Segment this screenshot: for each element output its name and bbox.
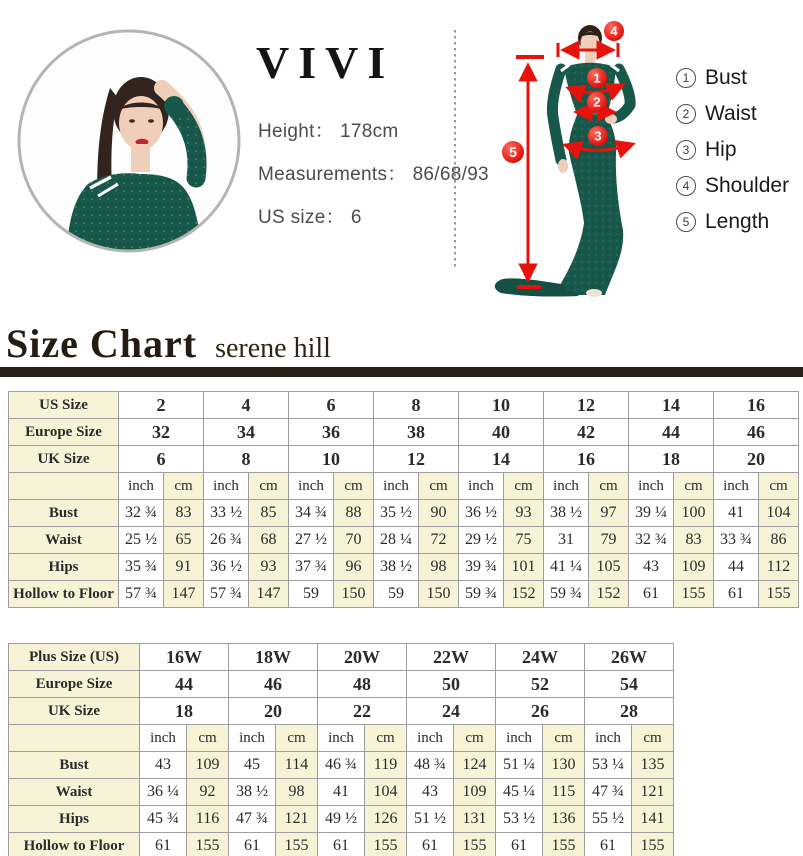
cm-value-cell: 97 bbox=[589, 500, 629, 527]
inch-value-cell: 59 ¾ bbox=[544, 581, 589, 608]
measure-row bbox=[9, 581, 799, 608]
circled-number-icon: 3 bbox=[676, 140, 696, 160]
cm-value-cell: 68 bbox=[249, 527, 289, 554]
size-cell: 4 bbox=[204, 392, 289, 419]
unit-cm-cell: cm bbox=[164, 473, 204, 500]
inch-value-cell: 43 bbox=[140, 752, 187, 779]
measure-row bbox=[9, 752, 674, 779]
cm-value-cell: 114 bbox=[276, 752, 318, 779]
cm-value-cell: 65 bbox=[164, 527, 204, 554]
size-cell: 22 bbox=[318, 698, 407, 725]
measure-row bbox=[9, 806, 674, 833]
cm-value-cell: 90 bbox=[419, 500, 459, 527]
row-label: Bust bbox=[9, 752, 140, 779]
inch-value-cell: 32 ¾ bbox=[119, 500, 164, 527]
us-size-value: 6 bbox=[350, 207, 362, 228]
inch-value-cell: 33 ¾ bbox=[714, 527, 759, 554]
height-label: Height： bbox=[258, 121, 335, 142]
callout-4: 4 bbox=[610, 23, 618, 39]
legend-label: Shoulder bbox=[705, 174, 790, 197]
cm-value-cell: 83 bbox=[164, 500, 204, 527]
inch-value-cell: 41 bbox=[714, 500, 759, 527]
cm-value-cell: 150 bbox=[419, 581, 459, 608]
size-cell: 14 bbox=[459, 446, 544, 473]
cm-value-cell: 131 bbox=[454, 806, 496, 833]
cm-value-cell: 96 bbox=[334, 554, 374, 581]
unit-inch-cell: inch bbox=[229, 725, 276, 752]
size-cell: 24 bbox=[407, 698, 496, 725]
cm-value-cell: 109 bbox=[674, 554, 714, 581]
size-cell: 32 bbox=[119, 419, 204, 446]
measure-row bbox=[9, 833, 674, 856]
circled-number-icon: 2 bbox=[676, 104, 696, 124]
unit-row bbox=[9, 725, 674, 752]
measure-row bbox=[9, 554, 799, 581]
inch-value-cell: 38 ½ bbox=[544, 500, 589, 527]
size-row bbox=[9, 644, 674, 671]
brand-title: VIVI bbox=[256, 37, 395, 88]
size-table-plus bbox=[8, 643, 674, 856]
size-cell: 12 bbox=[374, 446, 459, 473]
circled-number-icon: 5 bbox=[676, 212, 696, 232]
row-label bbox=[9, 725, 140, 752]
inch-value-cell: 45 ¾ bbox=[140, 806, 187, 833]
cm-value-cell: 155 bbox=[674, 581, 714, 608]
unit-cm-cell: cm bbox=[674, 473, 714, 500]
inch-value-cell: 61 bbox=[496, 833, 543, 856]
cm-value-cell: 85 bbox=[249, 500, 289, 527]
size-cell: 40 bbox=[459, 419, 544, 446]
cm-value-cell: 100 bbox=[674, 500, 714, 527]
unit-cm-cell: cm bbox=[632, 725, 674, 752]
row-label: Hips bbox=[9, 554, 119, 581]
size-row bbox=[9, 671, 674, 698]
legend-item-shoulder bbox=[676, 174, 789, 198]
size-cell: 44 bbox=[140, 671, 229, 698]
size-row bbox=[9, 698, 674, 725]
cm-value-cell: 141 bbox=[632, 806, 674, 833]
cm-value-cell: 119 bbox=[365, 752, 407, 779]
row-label: Hips bbox=[9, 806, 140, 833]
callout-2: 2 bbox=[593, 94, 601, 110]
cm-value-cell: 155 bbox=[543, 833, 585, 856]
size-cell: 16W bbox=[140, 644, 229, 671]
cm-value-cell: 109 bbox=[454, 779, 496, 806]
inch-value-cell: 49 ½ bbox=[318, 806, 365, 833]
cm-value-cell: 98 bbox=[419, 554, 459, 581]
size-cell: 20 bbox=[229, 698, 318, 725]
inch-value-cell: 38 ½ bbox=[374, 554, 419, 581]
cm-value-cell: 155 bbox=[632, 833, 674, 856]
cm-value-cell: 152 bbox=[589, 581, 629, 608]
standard-sizes-table bbox=[8, 391, 799, 608]
cm-value-cell: 92 bbox=[187, 779, 229, 806]
unit-cm-cell: cm bbox=[276, 725, 318, 752]
inch-value-cell: 57 ¾ bbox=[119, 581, 164, 608]
inch-value-cell: 29 ½ bbox=[459, 527, 504, 554]
size-cell: 48 bbox=[318, 671, 407, 698]
inch-value-cell: 51 ½ bbox=[407, 806, 454, 833]
cm-value-cell: 98 bbox=[276, 779, 318, 806]
legend-item-hip bbox=[676, 138, 789, 162]
inch-value-cell: 36 ½ bbox=[204, 554, 249, 581]
row-label: Bust bbox=[9, 500, 119, 527]
unit-cm-cell: cm bbox=[543, 725, 585, 752]
cm-value-cell: 116 bbox=[187, 806, 229, 833]
cm-value-cell: 155 bbox=[187, 833, 229, 856]
size-cell: 22W bbox=[407, 644, 496, 671]
legend-label: Length bbox=[705, 210, 770, 233]
height-value: 178cm bbox=[340, 121, 399, 142]
inch-value-cell: 45 ¼ bbox=[496, 779, 543, 806]
size-cell: 44 bbox=[629, 419, 714, 446]
inch-value-cell: 39 ¼ bbox=[629, 500, 674, 527]
unit-cm-cell: cm bbox=[365, 725, 407, 752]
inch-value-cell: 36 ½ bbox=[459, 500, 504, 527]
inch-value-cell: 51 ¼ bbox=[496, 752, 543, 779]
unit-inch-cell: inch bbox=[318, 725, 365, 752]
cm-value-cell: 104 bbox=[365, 779, 407, 806]
measurements-label: Measurements： bbox=[258, 164, 407, 185]
unit-inch-cell: inch bbox=[714, 473, 759, 500]
unit-cm-cell: cm bbox=[504, 473, 544, 500]
size-cell: 54 bbox=[585, 671, 674, 698]
row-label: Plus Size (US) bbox=[9, 644, 140, 671]
inch-value-cell: 31 bbox=[544, 527, 589, 554]
size-cell: 8 bbox=[374, 392, 459, 419]
cm-value-cell: 93 bbox=[249, 554, 289, 581]
inch-value-cell: 39 ¾ bbox=[459, 554, 504, 581]
cm-value-cell: 130 bbox=[543, 752, 585, 779]
plus-sizes-table bbox=[8, 643, 674, 856]
heading-divider-bar bbox=[0, 367, 803, 377]
circled-number-icon: 4 bbox=[676, 176, 696, 196]
cm-value-cell: 86 bbox=[759, 527, 799, 554]
unit-cm-cell: cm bbox=[334, 473, 374, 500]
unit-row bbox=[9, 473, 799, 500]
size-cell: 8 bbox=[204, 446, 289, 473]
inch-value-cell: 38 ½ bbox=[229, 779, 276, 806]
size-cell: 20 bbox=[714, 446, 799, 473]
inch-value-cell: 35 ¾ bbox=[119, 554, 164, 581]
us-size-label: US size： bbox=[258, 207, 345, 228]
inch-value-cell: 26 ¾ bbox=[204, 527, 249, 554]
cm-value-cell: 115 bbox=[543, 779, 585, 806]
cm-value-cell: 91 bbox=[164, 554, 204, 581]
cm-value-cell: 135 bbox=[632, 752, 674, 779]
size-cell: 46 bbox=[229, 671, 318, 698]
size-cell: 46 bbox=[714, 419, 799, 446]
unit-inch-cell: inch bbox=[629, 473, 674, 500]
unit-cm-cell: cm bbox=[187, 725, 229, 752]
inch-value-cell: 59 ¾ bbox=[459, 581, 504, 608]
measure-row bbox=[9, 527, 799, 554]
cm-value-cell: 147 bbox=[164, 581, 204, 608]
cm-value-cell: 136 bbox=[543, 806, 585, 833]
unit-cm-cell: cm bbox=[419, 473, 459, 500]
row-label: Europe Size bbox=[9, 419, 119, 446]
cm-value-cell: 121 bbox=[276, 806, 318, 833]
size-cell: 16 bbox=[544, 446, 629, 473]
callout-5: 5 bbox=[509, 144, 517, 160]
measure-row bbox=[9, 500, 799, 527]
inch-value-cell: 47 ¾ bbox=[229, 806, 276, 833]
size-row bbox=[9, 392, 799, 419]
cm-value-cell: 109 bbox=[187, 752, 229, 779]
legend-item-length bbox=[676, 210, 789, 234]
size-cell: 6 bbox=[289, 392, 374, 419]
unit-inch-cell: inch bbox=[407, 725, 454, 752]
legend-label: Waist bbox=[705, 102, 757, 125]
model-portrait-photo bbox=[14, 26, 244, 256]
inch-value-cell: 43 bbox=[407, 779, 454, 806]
inch-value-cell: 61 bbox=[585, 833, 632, 856]
size-cell: 50 bbox=[407, 671, 496, 698]
size-cell: 26W bbox=[585, 644, 674, 671]
size-cell: 26 bbox=[496, 698, 585, 725]
inch-value-cell: 43 bbox=[629, 554, 674, 581]
cm-value-cell: 83 bbox=[674, 527, 714, 554]
inch-value-cell: 33 ½ bbox=[204, 500, 249, 527]
unit-inch-cell: inch bbox=[544, 473, 589, 500]
row-label: Hollow to Floor bbox=[9, 581, 119, 608]
inch-value-cell: 41 ¼ bbox=[544, 554, 589, 581]
size-table-standard bbox=[8, 391, 799, 608]
row-label: UK Size bbox=[9, 446, 119, 473]
inch-value-cell: 57 ¾ bbox=[204, 581, 249, 608]
size-cell: 6 bbox=[119, 446, 204, 473]
cm-value-cell: 121 bbox=[632, 779, 674, 806]
inch-value-cell: 45 bbox=[229, 752, 276, 779]
cm-value-cell: 75 bbox=[504, 527, 544, 554]
unit-inch-cell: inch bbox=[374, 473, 419, 500]
size-cell: 18 bbox=[140, 698, 229, 725]
cm-value-cell: 155 bbox=[454, 833, 496, 856]
unit-inch-cell: inch bbox=[140, 725, 187, 752]
size-row bbox=[9, 419, 799, 446]
inch-value-cell: 61 bbox=[318, 833, 365, 856]
size-cell: 16 bbox=[714, 392, 799, 419]
inch-value-cell: 25 ½ bbox=[119, 527, 164, 554]
size-cell: 24W bbox=[496, 644, 585, 671]
size-cell: 36 bbox=[289, 419, 374, 446]
cm-value-cell: 88 bbox=[334, 500, 374, 527]
unit-cm-cell: cm bbox=[589, 473, 629, 500]
size-cell: 2 bbox=[119, 392, 204, 419]
inch-value-cell: 41 bbox=[318, 779, 365, 806]
size-cell: 20W bbox=[318, 644, 407, 671]
cm-value-cell: 101 bbox=[504, 554, 544, 581]
inch-value-cell: 59 bbox=[374, 581, 419, 608]
size-chart-subtitle: serene hill bbox=[215, 333, 331, 364]
size-cell: 18 bbox=[629, 446, 714, 473]
callout-3: 3 bbox=[594, 128, 602, 144]
unit-inch-cell: inch bbox=[204, 473, 249, 500]
unit-cm-cell: cm bbox=[249, 473, 289, 500]
unit-inch-cell: inch bbox=[119, 473, 164, 500]
inch-value-cell: 44 bbox=[714, 554, 759, 581]
size-cell: 38 bbox=[374, 419, 459, 446]
cm-value-cell: 105 bbox=[589, 554, 629, 581]
row-label bbox=[9, 473, 119, 500]
cm-value-cell: 150 bbox=[334, 581, 374, 608]
legend-item-waist bbox=[676, 102, 789, 126]
size-row bbox=[9, 446, 799, 473]
unit-inch-cell: inch bbox=[289, 473, 334, 500]
size-cell: 10 bbox=[289, 446, 374, 473]
inch-value-cell: 28 ¼ bbox=[374, 527, 419, 554]
row-label: Waist bbox=[9, 779, 140, 806]
legend-label: Hip bbox=[705, 138, 737, 161]
inch-value-cell: 34 ¾ bbox=[289, 500, 334, 527]
circled-number-icon: 1 bbox=[676, 68, 696, 88]
size-cell: 52 bbox=[496, 671, 585, 698]
inch-value-cell: 61 bbox=[714, 581, 759, 608]
size-cell: 12 bbox=[544, 392, 629, 419]
inch-value-cell: 35 ½ bbox=[374, 500, 419, 527]
inch-value-cell: 37 ¾ bbox=[289, 554, 334, 581]
size-cell: 34 bbox=[204, 419, 289, 446]
measure-row bbox=[9, 779, 674, 806]
inch-value-cell: 55 ½ bbox=[585, 806, 632, 833]
cm-value-cell: 152 bbox=[504, 581, 544, 608]
legend-label: Bust bbox=[705, 66, 748, 89]
row-label: Hollow to Floor bbox=[9, 833, 140, 856]
row-label: UK Size bbox=[9, 698, 140, 725]
cm-value-cell: 72 bbox=[419, 527, 459, 554]
cm-value-cell: 155 bbox=[365, 833, 407, 856]
size-chart-heading bbox=[6, 320, 331, 367]
dress-measure-diagram bbox=[437, 5, 677, 300]
size-cell: 10 bbox=[459, 392, 544, 419]
inch-value-cell: 61 bbox=[229, 833, 276, 856]
cm-value-cell: 93 bbox=[504, 500, 544, 527]
cm-value-cell: 155 bbox=[276, 833, 318, 856]
cm-value-cell: 126 bbox=[365, 806, 407, 833]
inch-value-cell: 48 ¾ bbox=[407, 752, 454, 779]
row-label: US Size bbox=[9, 392, 119, 419]
size-cell: 18W bbox=[229, 644, 318, 671]
size-cell: 42 bbox=[544, 419, 629, 446]
inch-value-cell: 46 ¾ bbox=[318, 752, 365, 779]
size-cell: 28 bbox=[585, 698, 674, 725]
callout-1: 1 bbox=[593, 70, 601, 86]
measure-legend bbox=[676, 66, 789, 246]
inch-value-cell: 27 ½ bbox=[289, 527, 334, 554]
cm-value-cell: 124 bbox=[454, 752, 496, 779]
inch-value-cell: 61 bbox=[629, 581, 674, 608]
inch-value-cell: 53 ½ bbox=[496, 806, 543, 833]
unit-cm-cell: cm bbox=[454, 725, 496, 752]
inch-value-cell: 36 ¼ bbox=[140, 779, 187, 806]
unit-inch-cell: inch bbox=[459, 473, 504, 500]
cm-value-cell: 147 bbox=[249, 581, 289, 608]
cm-value-cell: 112 bbox=[759, 554, 799, 581]
row-label: Waist bbox=[9, 527, 119, 554]
inch-value-cell: 59 bbox=[289, 581, 334, 608]
legend-item-bust bbox=[676, 66, 789, 90]
inch-value-cell: 61 bbox=[140, 833, 187, 856]
measurements-value: 86/68/93 bbox=[412, 164, 489, 185]
size-cell: 14 bbox=[629, 392, 714, 419]
cm-value-cell: 70 bbox=[334, 527, 374, 554]
inch-value-cell: 53 ¼ bbox=[585, 752, 632, 779]
unit-inch-cell: inch bbox=[496, 725, 543, 752]
cm-value-cell: 104 bbox=[759, 500, 799, 527]
cm-value-cell: 155 bbox=[759, 581, 799, 608]
unit-cm-cell: cm bbox=[759, 473, 799, 500]
inch-value-cell: 47 ¾ bbox=[585, 779, 632, 806]
inch-value-cell: 32 ¾ bbox=[629, 527, 674, 554]
cm-value-cell: 79 bbox=[589, 527, 629, 554]
row-label: Europe Size bbox=[9, 671, 140, 698]
unit-inch-cell: inch bbox=[585, 725, 632, 752]
inch-value-cell: 61 bbox=[407, 833, 454, 856]
size-chart-title: Size Chart bbox=[6, 321, 198, 366]
